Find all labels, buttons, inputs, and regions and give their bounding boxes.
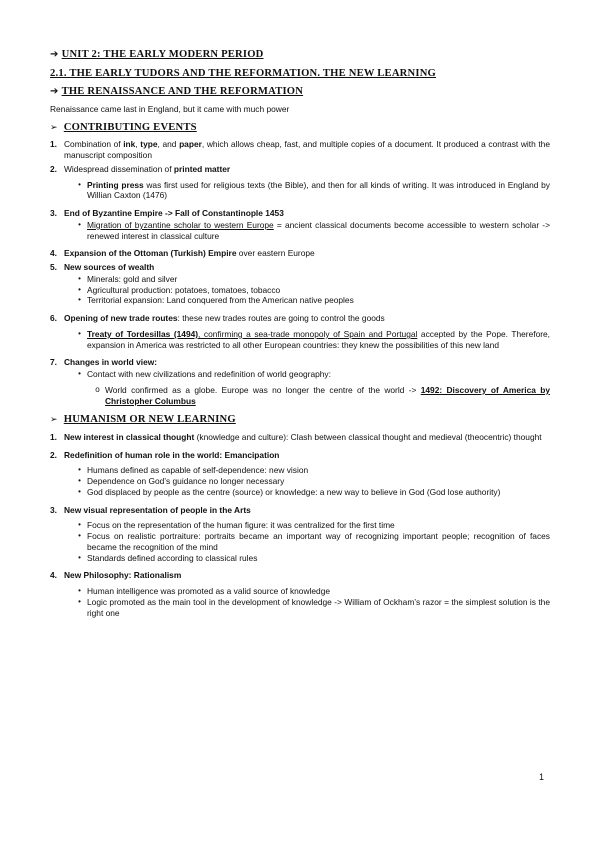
- list-item: • Treaty of Tordesillas (1494), confirming a sea-trade monopoly of Spain and Portugal accepted by the Pope. Therefore, expansion in America was restricted to all other European countries: they knew the possibilities of this new land: [72, 329, 550, 351]
- list-item: • Territorial expansion: Land conquered from the American native peoples: [72, 295, 550, 306]
- sub-list: [72, 274, 550, 306]
- bullet-icon: •: [78, 273, 81, 283]
- document-page: [50, 48, 550, 618]
- bullet-icon: •: [78, 284, 81, 294]
- list-item: 4. New Philosophy: Rationalism: [50, 570, 182, 581]
- contributing-events-title: CONTRIBUTING EVENTS: [63, 121, 197, 133]
- arrow-icon: ➔: [50, 49, 59, 60]
- list-item: 3. End of Byzantine Empire -> Fall of Constantinople 1453: [50, 208, 284, 219]
- list-item: 5. New sources of wealth: [50, 262, 155, 273]
- section-title: 2.1. THE EARLY TUDORS AND THE REFORMATION. THE NEW LEARNING: [50, 67, 436, 79]
- list-item: • Migration of byzantine scholar to western Europe = ancient classical documents become accessible to western scholar -> renewed interest in classical culture: [72, 220, 550, 242]
- list-item: • Contact with new civilizations and redefinition of world geography:: [72, 369, 550, 380]
- bullet-icon: •: [78, 328, 81, 338]
- list-item: 2. Redefinition of human role in the world: Emancipation: [50, 449, 280, 460]
- bullet-icon: •: [78, 486, 81, 496]
- bullet-icon: •: [78, 531, 81, 541]
- bullet-icon: •: [78, 552, 81, 562]
- list-item: 4. Expansion of the Ottoman (Turkish) Empire over eastern Europe: [50, 248, 315, 259]
- list-item: • Printing press was first used for religious texts (the Bible), and then for all kinds of writing. It was introduced in England by Willian Caxton (1476): [72, 180, 550, 202]
- bullet-icon: •: [78, 295, 81, 305]
- list-item: 1. New interest in classical thought (knowledge and culture): Clash between classical thought and medieval (theocentric) thought: [50, 431, 542, 442]
- sub-list: [72, 465, 550, 497]
- circle-bullet-icon: o: [95, 384, 100, 394]
- bullet-icon: •: [78, 219, 81, 229]
- contributing-events-list: [50, 139, 550, 406]
- sub-list: [72, 329, 550, 351]
- humanism-heading: [50, 413, 550, 427]
- humanism-title: HUMANISM OR NEW LEARNING: [63, 414, 236, 426]
- list-item: • Focus on realistic portraiture: portraits became an important way of recognizing important people; recognition of faces became the recognition of the mind: [72, 531, 550, 553]
- sub-list: [72, 180, 550, 202]
- bullet-icon: •: [78, 476, 81, 486]
- list-item: • Humans defined as capable of self-dependence: new vision: [72, 465, 550, 476]
- arrow-icon: ➔: [50, 86, 59, 98]
- list-item: • God displaced by people as the centre (source) or knowledge: a new way to believe in God (God lose authority): [72, 487, 550, 498]
- sub-list: [72, 369, 550, 380]
- list-item: 3. New visual representation of people in the Arts: [50, 504, 251, 515]
- bullet-icon: •: [78, 596, 81, 606]
- list-item: 1. Combination of ink, type, and paper, which allows cheap, fast, and multiple copies of a document. It produced a contrast with the manuscript composition: [50, 139, 550, 161]
- subsection-title: THE RENAISSANCE AND THE REFORMATION: [61, 86, 304, 98]
- list-item: • Minerals: gold and silver: [72, 274, 550, 285]
- bullet-icon: •: [78, 179, 81, 189]
- intro-paragraph: Renaissance came last in England, but it came with much power: [50, 104, 290, 115]
- list-item: • Dependence on God’s guidance no longer necessary: [72, 476, 550, 487]
- unit-heading: [50, 48, 550, 62]
- sub-list: [72, 220, 550, 242]
- sub-list: [72, 586, 550, 618]
- list-item: o World confirmed as a globe. Europe was no longer the centre of the world -> 1492: Discovery of America by Christopher Columbus: [90, 385, 550, 407]
- humanism-list: [50, 432, 550, 619]
- bullet-icon: •: [78, 369, 81, 379]
- sub-sub-list: [90, 385, 550, 407]
- sub-list: [72, 520, 550, 563]
- bullet-icon: •: [78, 465, 81, 475]
- list-item: • Logic promoted as the main tool in the development of knowledge -> William of Ockham’s razor = the simplest solution is the right one: [72, 597, 550, 619]
- list-item: • Standards defined according to classical rules: [72, 553, 550, 564]
- list-item: 2. Widespread dissemination of printed matter: [50, 163, 231, 174]
- list-item: 6. Opening of new trade routes: these new trades routes are going to control the goods: [50, 313, 385, 324]
- subsection-heading: [50, 85, 550, 99]
- bullet-icon: •: [78, 520, 81, 530]
- unit-title: UNIT 2: THE EARLY MODERN PERIOD: [61, 49, 264, 60]
- list-item: • Human intelligence was promoted as a valid source of knowledge: [72, 586, 550, 597]
- list-item: • Agricultural production: potatoes, tomatoes, tobacco: [72, 285, 550, 296]
- list-item: • Focus on the representation of the human figure: it was centralized for the first time: [72, 520, 550, 531]
- section-heading: [50, 67, 550, 81]
- arrowhead-bullet-icon: ➢: [50, 415, 58, 426]
- page-number: 1: [538, 772, 544, 783]
- bullet-icon: •: [78, 586, 81, 596]
- arrowhead-bullet-icon: ➢: [50, 122, 58, 133]
- list-item: 7. Changes in world view:: [50, 357, 158, 368]
- contributing-events-heading: [50, 121, 550, 135]
